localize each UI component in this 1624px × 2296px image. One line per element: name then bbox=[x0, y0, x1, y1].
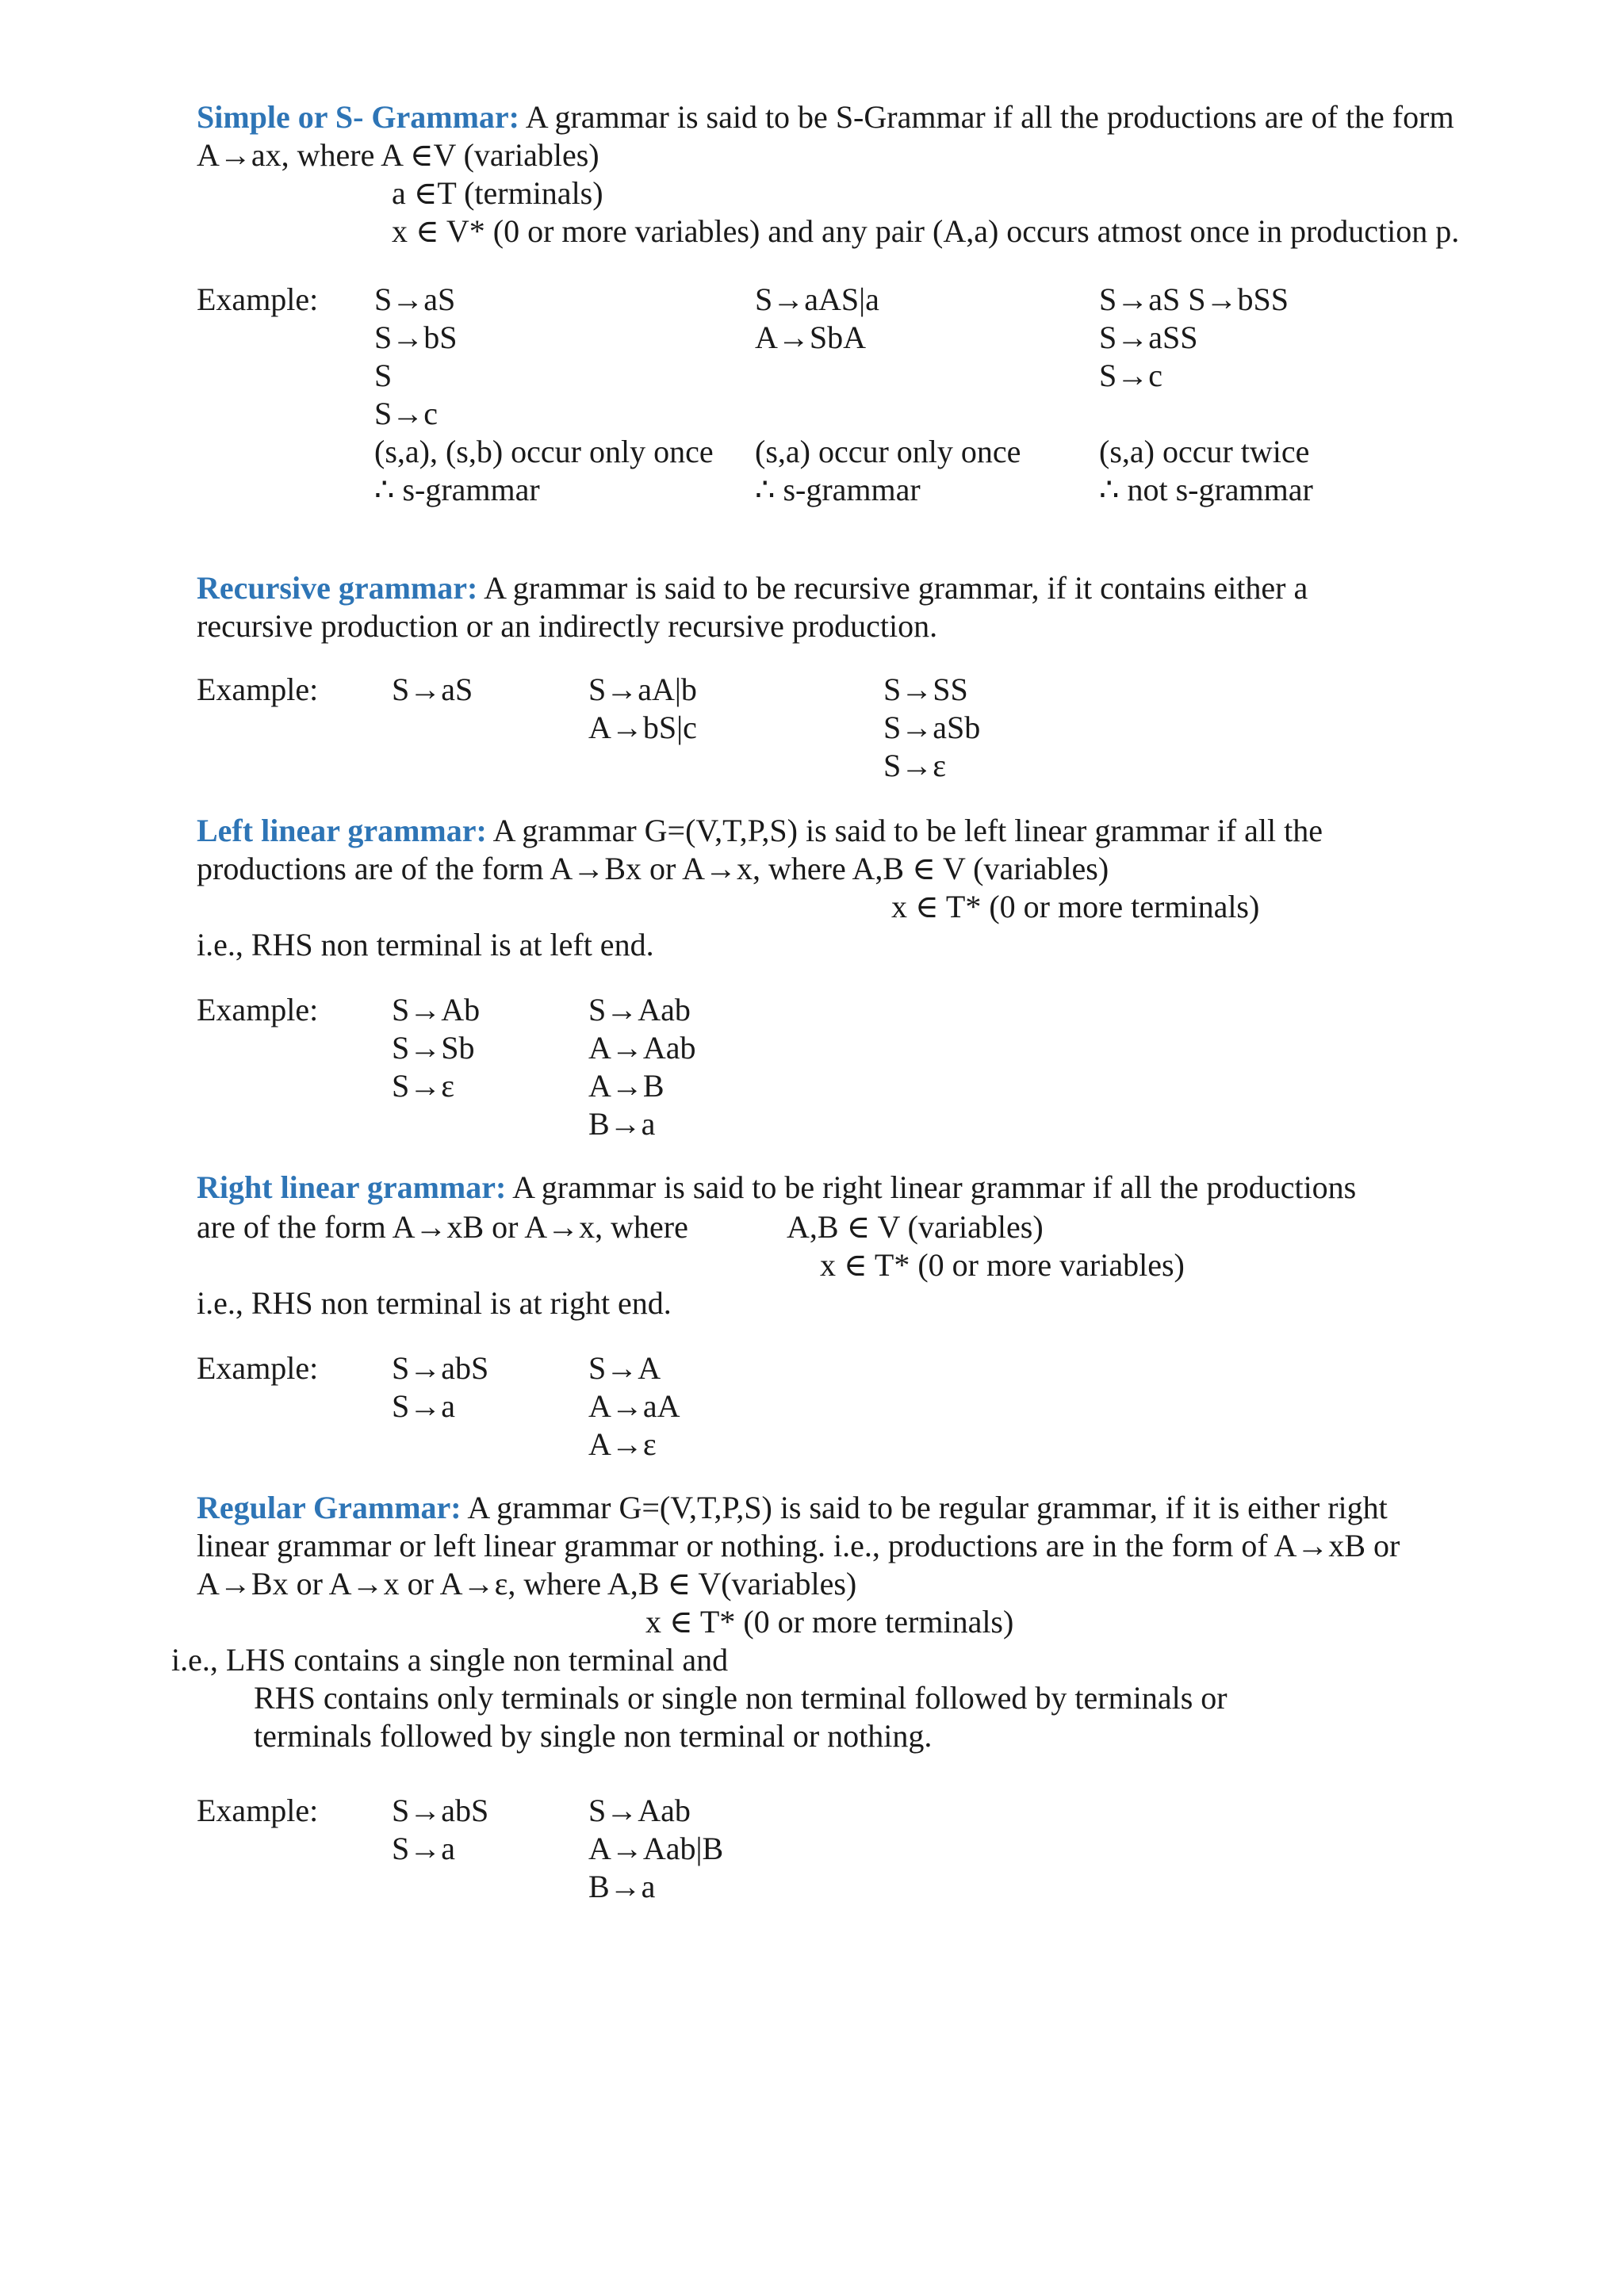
production: S→c bbox=[1099, 358, 1162, 393]
right-linear-example-2 bbox=[588, 1349, 680, 1464]
s-grammar-definition: A grammar is said to be S-Grammar if all the productions are of the form bbox=[519, 99, 1454, 135]
right-linear-example-label: Example: bbox=[197, 1350, 319, 1386]
production: A→Aab|B bbox=[588, 1831, 724, 1866]
s-grammar-example-1 bbox=[374, 281, 714, 509]
left-linear-line-2: productions are of the form A→Bx or A→x, where A,B ∈ V (variables) bbox=[197, 851, 1109, 886]
right-linear-definition: A grammar is said to be right linear grammar if all the productions bbox=[506, 1169, 1357, 1205]
right-linear-line-2a: are of the form A→xB or A→x, where bbox=[197, 1209, 688, 1245]
regular-line-3: A→Bx or A→x or A→ε, where A,B ∈ V(variables) bbox=[197, 1566, 857, 1601]
production: S→ε bbox=[883, 748, 947, 783]
production: B→a bbox=[588, 1869, 656, 1904]
s-grammar-line-1 bbox=[197, 98, 1454, 136]
right-linear-example-1 bbox=[392, 1349, 488, 1425]
production: S→abS bbox=[392, 1793, 489, 1828]
right-linear-line-1 bbox=[197, 1169, 1356, 1207]
recursive-example-3 bbox=[883, 671, 980, 785]
production: S bbox=[374, 358, 393, 393]
regular-example-label: Example: bbox=[197, 1793, 319, 1828]
s-grammar-example-2-notes bbox=[755, 433, 1021, 509]
regular-line-2: linear grammar or left linear grammar or nothing. i.e., productions are in the form of A→xB or bbox=[197, 1528, 1400, 1563]
recursive-line-2: recursive production or an indirectly recursive production. bbox=[197, 608, 938, 644]
production: S→aSS bbox=[1099, 320, 1198, 355]
production: S→Ab bbox=[392, 992, 481, 1027]
production: A→Aab bbox=[588, 1030, 696, 1066]
left-linear-example-1 bbox=[392, 991, 480, 1105]
recursive-example-1 bbox=[392, 671, 473, 709]
right-linear-line-3: x ∈ T* (0 or more variables) bbox=[820, 1247, 1185, 1283]
regular-line-7: terminals followed by single non terminal or nothing. bbox=[254, 1718, 933, 1754]
production: S→A bbox=[588, 1350, 661, 1386]
production: S→a bbox=[392, 1831, 455, 1866]
production: A→B bbox=[588, 1068, 665, 1104]
production: A→bS|c bbox=[588, 710, 697, 745]
right-linear-heading: Right linear grammar: bbox=[197, 1169, 507, 1205]
production: S→Sb bbox=[392, 1030, 475, 1066]
left-linear-example-label: Example: bbox=[197, 992, 319, 1027]
production: S→aS bbox=[392, 672, 473, 707]
left-linear-heading: Left linear grammar: bbox=[197, 813, 487, 848]
production: S→a bbox=[392, 1388, 455, 1424]
recursive-definition: A grammar is said to be recursive grammar, if it contains either a bbox=[477, 570, 1308, 606]
regular-line-4: x ∈ T* (0 or more terminals) bbox=[645, 1604, 1014, 1640]
example-note: (s,a), (s,b) occur only once bbox=[374, 434, 714, 469]
production: S→aS S→bSS bbox=[1099, 281, 1289, 317]
production: S→bS bbox=[374, 320, 458, 355]
regular-definition: A grammar G=(V,T,P,S) is said to be regular grammar, if it is either right bbox=[461, 1490, 1388, 1525]
s-grammar-line-2: A→ax, where A ∈V (variables) bbox=[197, 137, 599, 173]
production: S→aSb bbox=[883, 710, 981, 745]
s-grammar-example-3-notes bbox=[1099, 433, 1313, 509]
left-linear-example-2 bbox=[588, 991, 696, 1143]
production: S→ε bbox=[392, 1068, 455, 1104]
left-linear-line-3: x ∈ T* (0 or more terminals) bbox=[891, 889, 1260, 924]
production: A→aA bbox=[588, 1388, 680, 1424]
recursive-example-label: Example: bbox=[197, 672, 319, 707]
recursive-line-1 bbox=[197, 569, 1308, 607]
regular-line-6: RHS contains only terminals or single non terminal followed by terminals or bbox=[254, 1680, 1228, 1716]
example-note: (s,a) occur twice bbox=[1099, 434, 1310, 469]
s-grammar-line-4: x ∈ V* (0 or more variables) and any pair (A,a) occurs atmost once in production p. bbox=[392, 213, 1460, 249]
recursive-heading: Recursive grammar: bbox=[197, 570, 478, 606]
left-linear-definition: A grammar G=(V,T,P,S) is said to be left linear grammar if all the bbox=[486, 813, 1323, 848]
production: S→abS bbox=[392, 1350, 489, 1386]
production: S→aAS|a bbox=[755, 281, 879, 317]
production: S→aA|b bbox=[588, 672, 697, 707]
example-conclusion: ∴ not s-grammar bbox=[1099, 472, 1313, 507]
production: A→ε bbox=[588, 1426, 657, 1462]
regular-line-5: i.e., LHS contains a single non terminal and bbox=[171, 1642, 729, 1678]
production: S→Aab bbox=[588, 1793, 691, 1828]
left-linear-line-4: i.e., RHS non terminal is at left end. bbox=[197, 927, 654, 962]
example-note: (s,a) occur only once bbox=[755, 434, 1021, 469]
production: S→c bbox=[374, 396, 438, 431]
regular-heading: Regular Grammar: bbox=[197, 1490, 462, 1525]
recursive-example-2 bbox=[588, 671, 697, 747]
production: S→SS bbox=[883, 672, 968, 707]
s-grammar-line-3: a ∈T (terminals) bbox=[392, 175, 603, 211]
s-grammar-example-3 bbox=[1099, 281, 1289, 395]
s-grammar-example-2 bbox=[755, 281, 879, 357]
example-conclusion: ∴ s-grammar bbox=[374, 472, 540, 507]
right-linear-line-2b: A,B ∈ V (variables) bbox=[787, 1209, 1044, 1245]
regular-example-1 bbox=[392, 1792, 488, 1868]
example-conclusion: ∴ s-grammar bbox=[755, 472, 921, 507]
production: B→a bbox=[588, 1106, 656, 1142]
left-linear-line-1 bbox=[197, 812, 1323, 850]
right-linear-line-4: i.e., RHS non terminal is at right end. bbox=[197, 1285, 672, 1321]
regular-line-1 bbox=[197, 1489, 1388, 1527]
production: A→SbA bbox=[755, 320, 867, 355]
regular-example-2 bbox=[588, 1792, 723, 1906]
s-grammar-heading: Simple or S- Grammar: bbox=[197, 99, 519, 135]
s-grammar-example-label: Example: bbox=[197, 281, 319, 317]
production: S→Aab bbox=[588, 992, 691, 1027]
production: S→aS bbox=[374, 281, 456, 317]
